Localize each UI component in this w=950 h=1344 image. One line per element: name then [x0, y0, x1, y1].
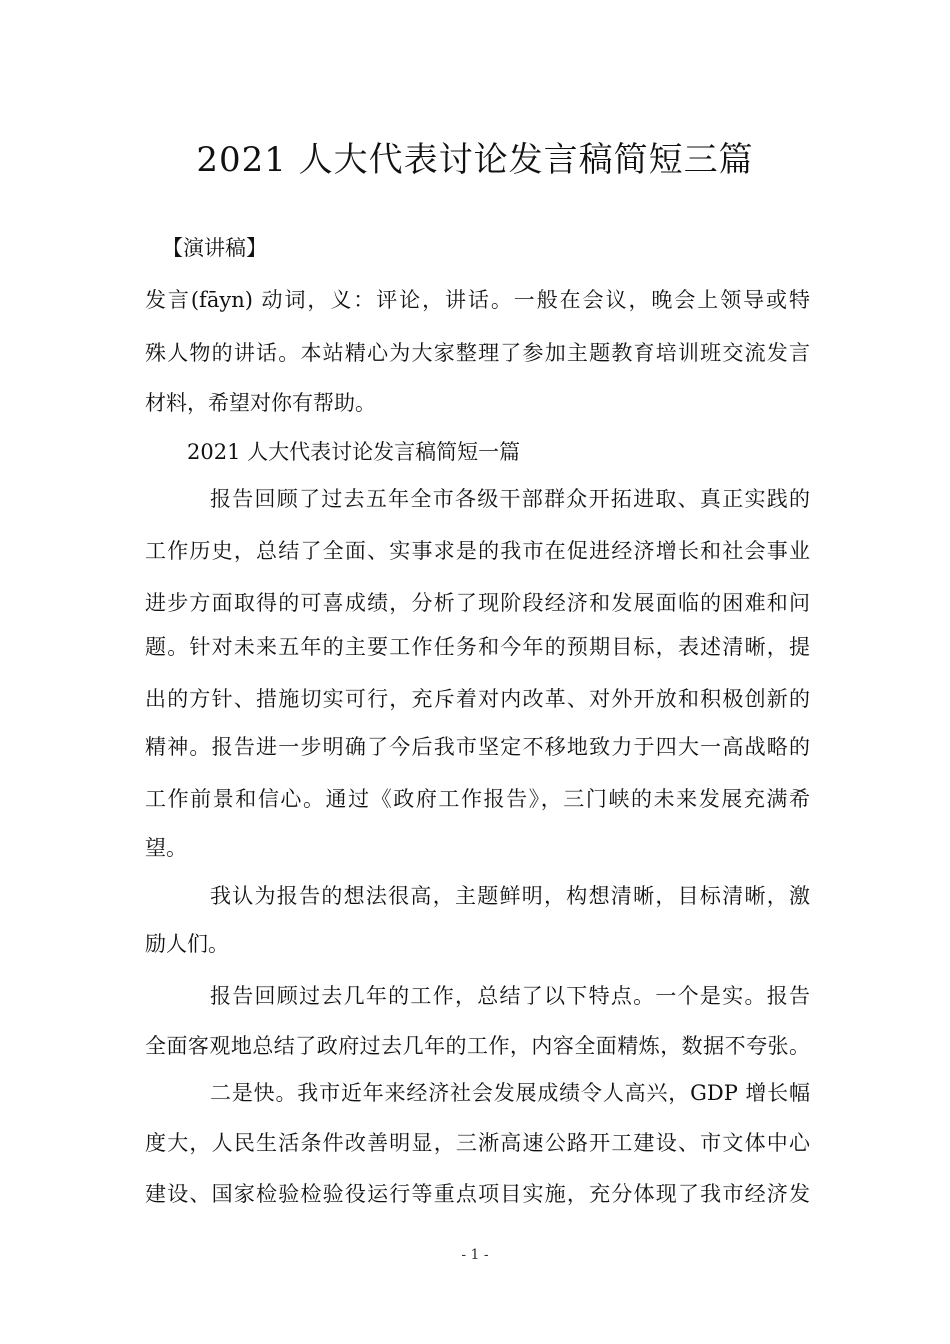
paragraph-line: 报告回顾了过去五年全市各级干部群众开拓进取、真正实践的: [210, 487, 810, 511]
intro-line-3: 材料，希望对你有帮助。: [145, 391, 376, 415]
paragraph-line: 全面客观地总结了政府过去几年的工作，内容全面精炼，数据不夸张。: [145, 1034, 810, 1058]
paragraph-line: 望。: [145, 836, 187, 860]
paragraph-line: 出的方针、措施切实可行，充斥着对内改革、对外开放和积极创新的: [145, 687, 810, 711]
section-heading: 2021 人大代表讨论发言稿简短一篇: [187, 440, 521, 464]
paragraph-line: 建设、国家检验检验役运行等重点项目实施，充分体现了我市经济发: [145, 1182, 810, 1206]
page-number: - 1 -: [461, 1247, 489, 1263]
category-tag: 【演讲稿】: [162, 236, 267, 260]
paragraph-line: 进步方面取得的可喜成绩，分析了现阶段经济和发展面临的困难和问: [145, 591, 810, 615]
paragraph-line: 工作前景和信心。通过《政府工作报告》，三门峡的未来发展充满希: [145, 787, 810, 811]
paragraph-line: 报告回顾过去几年的工作，总结了以下特点。一个是实。报告: [210, 984, 810, 1008]
paragraph-line: 二是快。我市近年来经济社会发展成绩令人高兴，GDP 增长幅: [210, 1081, 810, 1105]
paragraph-line: 度大，人民生活条件改善明显，三淅高速公路开工建设、市文体中心: [145, 1131, 810, 1155]
paragraph-line: 工作历史，总结了全面、实事求是的我市在促进经济增长和社会事业: [145, 539, 810, 563]
document-title: 2021 人大代表讨论发言稿简短三篇: [196, 140, 754, 180]
intro-line-2: 殊人物的讲话。本站精心为大家整理了参加主题教育培训班交流发言: [145, 341, 810, 365]
intro-line-1: 发言(fāyn) 动词，义：评论，讲话。一般在会议，晚会上领导或特: [145, 288, 810, 312]
paragraph-line: 励人们。: [145, 932, 229, 956]
paragraph-line: 题。针对未来五年的主要工作任务和今年的预期目标，表述清晰，提: [145, 635, 810, 659]
paragraph-line: 精神。报告进一步明确了今后我市坚定不移地致力于四大一高战略的: [145, 735, 810, 759]
paragraph-line: 我认为报告的想法很高，主题鲜明，构想清晰，目标清晰，激: [210, 884, 810, 908]
